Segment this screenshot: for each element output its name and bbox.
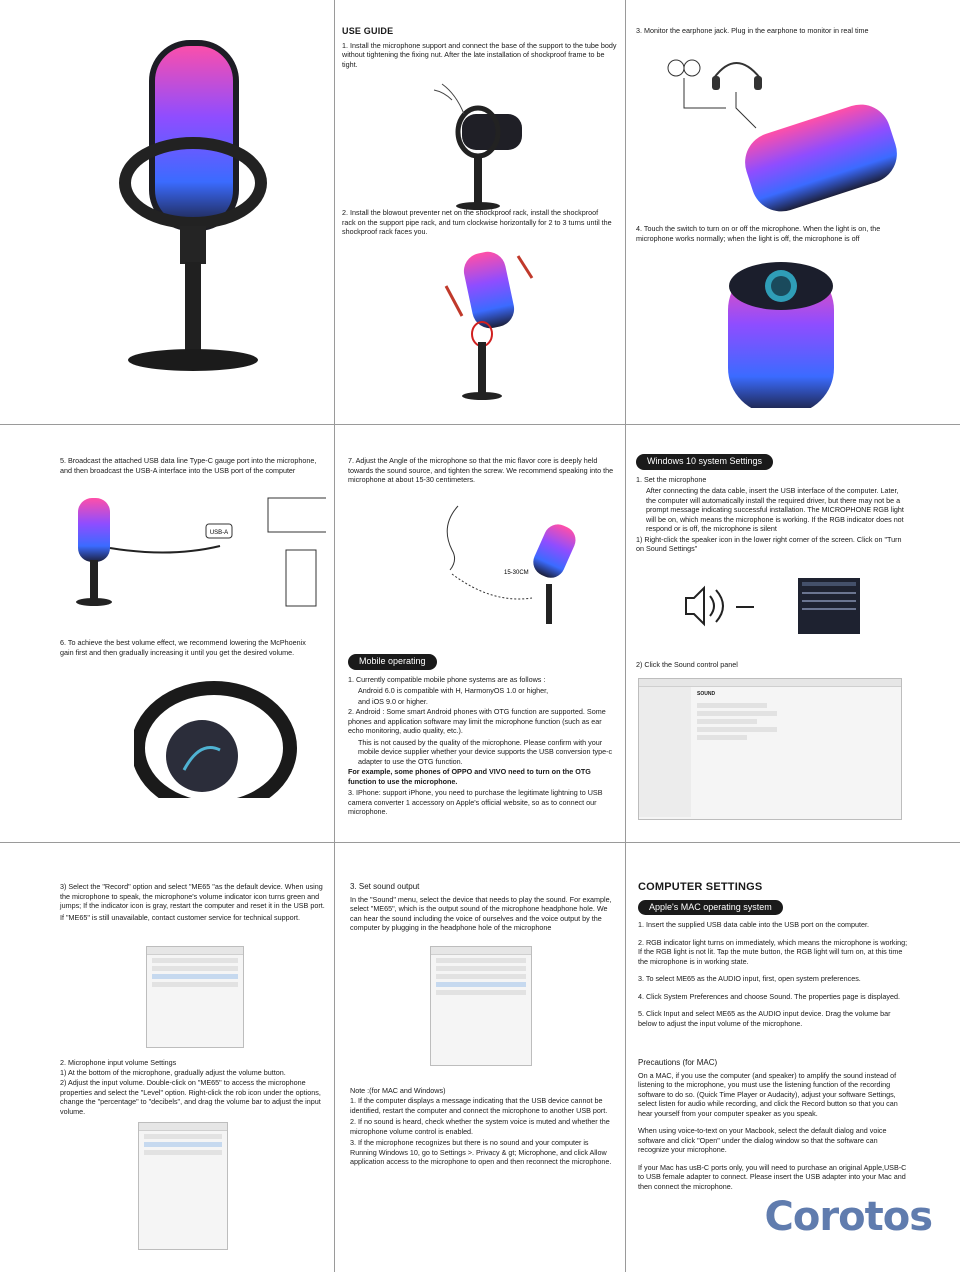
panel-angle-mobile — [348, 456, 618, 832]
microphone-properties-dialog — [138, 1122, 228, 1250]
mobile-item-1: 1. Currently compatible mobile phone systems are as follows : — [348, 674, 546, 684]
step-1: 1. Install the microphone support and connect the base of the support to the tube body without tightening the fixing nut. After the late installation of shockproof frame to be tight. — [342, 40, 617, 69]
panel-monitor — [636, 26, 910, 418]
mac-step-2: 2. RGB indicator light turns on immediately, which means the microphone is working; If the RGB light is not lit. Tap the mute button, the RGB light will turn on, at this time the microphone is in working state. — [638, 937, 908, 966]
mac-step-4: 4. Click System Preferences and choose Sound. The properties page is displayed. — [638, 991, 900, 1001]
mobile-item-2: 2. Android : Some smart Android phones with OTG function are supported. Some phones and application software may limit the microphone function (such as ear echo monitoring, audio quality, etc.). — [348, 707, 606, 736]
panel-use-guide — [342, 26, 618, 418]
unavailable-note: If "ME65" is still unavailable, contact customer service for technical support. — [60, 912, 300, 922]
note-3: 3. If the microphone recognizes but there is no sound and your computer is Running Windows 10, go to Settings >. Privacy & gt; Microphone, and click Allow application access to the microphone to open and then reconnect the microphone. — [350, 1138, 612, 1166]
precaution-1: On a MAC, if you use the computer (and speaker) to amplify the sound instead of listening to the microphone, you must use the listening function of the recording software to do so. (Quick Time Player or Audacity), adjust your software Settings, select listen for audio while recording, and click the Record button so that you can hear yourself from your computer speaker as you speak. — [638, 1070, 898, 1118]
touch-switch-illustration — [716, 258, 846, 408]
sound-output-body: In the "Sound" menu, select the device that needs to play the sound. For example, select "ME65", which is the output sound of the microphone headphone hole. We can hear the sound including the voice of ourselves and the voice output by the computer by plugging in the headphone hole of the microphone — [350, 894, 612, 933]
step-7: 7. Adjust the Angle of the microphone so that the mic flavor core is deeply held towards the sound source, and tighten the screw. We recommend speaking into the microphone at about 15-30 centimeters. — [348, 456, 614, 484]
mobile-item-2b: This is not caused by the quality of the microphone. Please confirm with your mobile device supplier whether your device supports the USB conversion type-c adapter to use the OTG function. — [358, 737, 613, 766]
record-instruction: 3) Select the "Record" option and select "ME65 "as the default device. When using the microphone to speak, the microphone's volume indicator icon turns green and jumps; If the indicator icon is gray, restart the computer and reset it in the USB port. — [60, 882, 325, 910]
row-divider — [0, 842, 960, 843]
mobile-section — [348, 652, 618, 819]
set-microphone-body: After connecting the data cable, insert the USB interface of the computer. Later, the computer will automatically install the required driver, but there may not be a prompt message indicating successful installation. The MICROPHONE RGB light will be on, which means the microphone is working. If the RGB indicator does not respond or is off, the microphone is silent — [646, 486, 904, 534]
distance-label: 15-30CM — [504, 570, 529, 576]
speaking-distance-illustration — [408, 500, 618, 630]
mobile-item-1b: and iOS 9.0 or higher. — [358, 696, 428, 706]
corotos-watermark: Corotos — [764, 1194, 932, 1240]
step-4: 4. Touch the switch to turn on or off the microphone. When the light is on, the microphone works normally; when the light is off, the microphone is off — [636, 224, 881, 243]
sound-header: SOUND — [697, 691, 716, 697]
column-divider — [334, 0, 335, 1272]
panel-product — [0, 0, 334, 424]
row-divider — [0, 424, 960, 425]
right-click-instruction: 1) Right-click the speaker icon in the lower right corner of the screen. Click on "Turn on Sound Settings" — [636, 534, 902, 554]
computer-settings-title: COMPUTER SETTINGS — [638, 881, 763, 893]
step-6: 6. To achieve the best volume effect, we recommend lowering the McPhoenix gain first and then gradually increasing it until you get the desired volume. — [60, 638, 306, 657]
use-guide-title: USE GUIDE — [342, 26, 394, 36]
set-microphone-title: 1. Set the microphone — [636, 474, 707, 484]
sound-panel-instruction: 2) Click the Sound control panel — [636, 660, 738, 669]
speaker-icon — [686, 588, 704, 624]
windows-settings-badge: Windows 10 system Settings — [636, 454, 773, 470]
panel-usb — [60, 456, 324, 832]
note-2: 2. If no sound is heard, check whether the system voice is muted and whether the microphone volume control is enabled. — [350, 1117, 610, 1136]
mobile-item-3: 3. IPhone: support iPhone, you need to purchase the legitimate lightning to USB camera converter 1 accessory on Apple's official website, so as to connect our microphone. — [348, 788, 603, 817]
mobile-item-1a: Android 6.0 is compatible with H, HarmonyOS 1.0 or higher, — [358, 686, 549, 696]
record-dialog — [146, 946, 244, 1048]
usb-a-label: USB-A — [209, 530, 229, 536]
note-title: Note :(for MAC and Windows) — [350, 1086, 446, 1095]
microphone-product-image — [0, 0, 334, 424]
notes-list — [350, 1096, 614, 1169]
step-3: 3. Monitor the earphone jack. Plug in the earphone to monitor in real time — [636, 26, 869, 35]
mac-os-badge: Apple's MAC operating system — [638, 900, 783, 916]
panel-windows — [636, 452, 910, 834]
mac-step-5: 5. Click Input and select ME65 as the AUDIO input device. Drag the volume bar below to adjust the input volume of the microphone. — [638, 1009, 891, 1028]
volume-step-2: 2) Adjust the input volume. Double-click on "ME65" to access the microphone properties and select the "Level" option. Right-click the rob icon under the options, change the "percentage" to "decibels", and drag the volume bar to adjust the input volume. — [60, 1078, 321, 1116]
step-5: 5. Broadcast the attached USB data line Type-C gauge port into the microphone, and then broadcast the USB-A interface into the USB port of the computer — [60, 456, 317, 475]
step-2: 2. Install the blowout preventer net on the shockproof rack, install the shockproof rack on the support pipe rack, and turn clockwise horizontally for 2 to 3 turns until the shockproof rack faces you. — [342, 208, 612, 236]
sound-settings-illustration — [682, 576, 872, 640]
shockproof-rack-illustration — [432, 246, 552, 411]
note-1: 1. If the computer displays a message indicating that the USB device cannot be identified, restart the computer and connect the microphone to another USB port. — [350, 1096, 608, 1115]
precaution-3: If your Mac has usB-C ports only, you will need to purchase an original Apple,USB-C to USB female adapter to connect. Please insert the USB adapter into your Mac and then connect the microphone. — [638, 1162, 907, 1191]
volume-step-1: 1) At the bottom of the microphone, gradually adjust the volume button. — [60, 1068, 286, 1077]
playback-dialog — [430, 946, 532, 1066]
mobile-otg-note: For example, some phones of OPPO and VIVO need to turn on the OTG function to use the microphone. — [348, 767, 591, 786]
gain-knob-illustration — [134, 678, 304, 798]
precautions-title: Precautions (for MAC) — [638, 1058, 718, 1068]
mobile-operating-badge: Mobile operating — [348, 654, 437, 670]
usb-connection-illustration — [66, 494, 326, 614]
column-divider — [625, 0, 626, 1272]
earphone-illustration — [656, 48, 906, 218]
volume-settings-title: 2. Microphone input volume Settings — [60, 1058, 177, 1067]
precaution-2: When using voice-to-text on your Macbook, select the default dialog and voice software and click "Open" under the dialog window so that the software can recognize your microphone. — [638, 1126, 887, 1155]
panel-record — [60, 882, 326, 1266]
sound-settings-window — [638, 678, 902, 820]
sound-output-title: 3. Set sound output — [350, 882, 420, 891]
support-install-illustration — [422, 74, 542, 214]
mac-step-1: 1. Insert the supplied USB data cable into the USB port on the computer. — [638, 920, 869, 930]
panel-output — [350, 882, 616, 1266]
mac-step-3: 3. To select ME65 as the AUDIO input, first, open system preferences. — [638, 974, 861, 984]
